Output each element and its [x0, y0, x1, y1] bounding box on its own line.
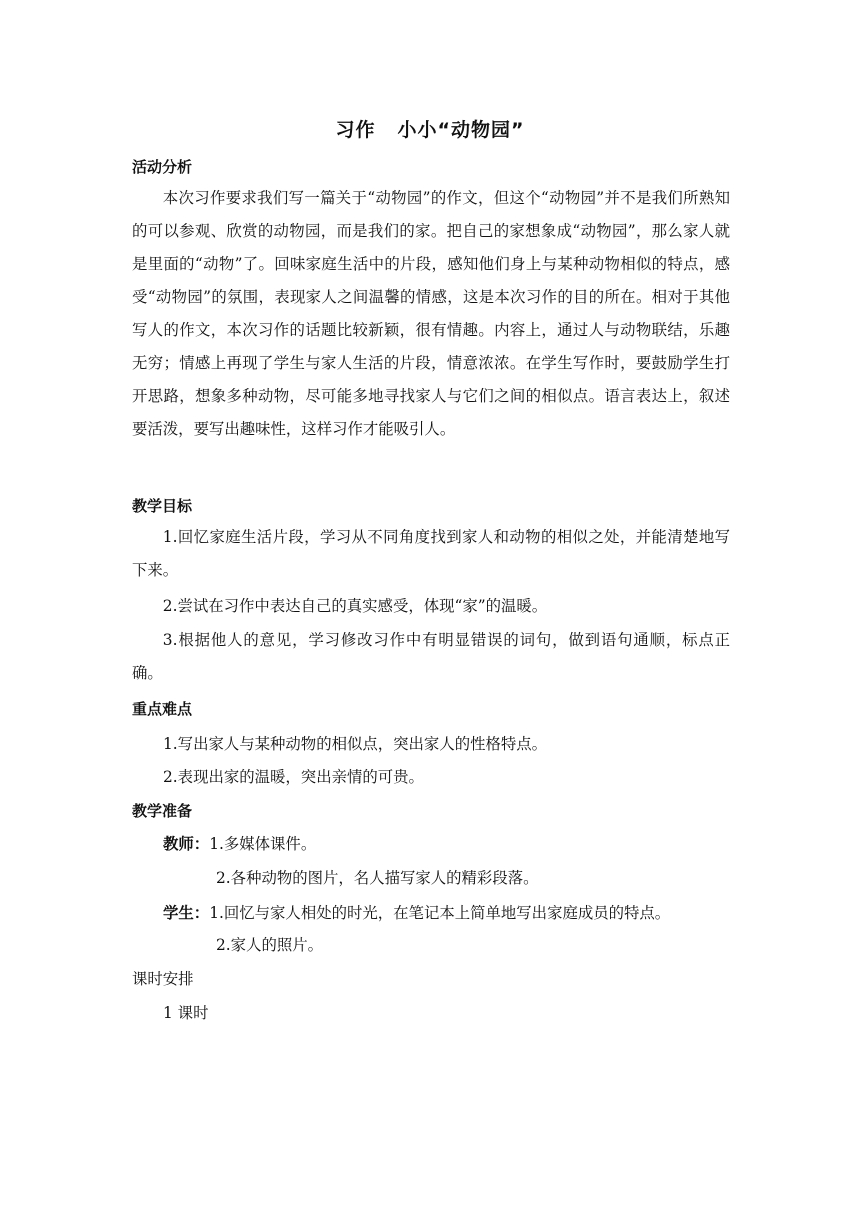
analysis-heading: 活动分析 — [132, 158, 193, 176]
key-points-heading: 重点难点 — [132, 700, 193, 718]
page-title — [0, 115, 860, 142]
goal-item-2: 2.尝试在习作中表达自己的真实感受，体现“家”的温暖。 — [162, 597, 548, 615]
goal-item-1: 1.回忆家庭生活片段，学习从不同角度找到家人和动物的相似之处，并能清楚地写下来。 — [132, 528, 730, 579]
preparation-heading: 教学准备 — [132, 802, 193, 820]
teacher-label: 教师： — [163, 835, 210, 853]
key-point-item-2: 2.表现出家的温暖，突出亲情的可贵。 — [163, 768, 424, 786]
teacher-item-2: 2.各种动物的图片，名人描写家人的精彩段落。 — [216, 869, 539, 887]
student-item-1: 1.回忆与家人相处的时光，在笔记本上简单地写出家庭成员的特点。 — [209, 904, 671, 922]
goal-item-3: 3.根据他人的意见，学习修改习作中有明显错误的词句，做到语句通顺，标点正确。 — [132, 631, 730, 682]
goals-heading: 教学目标 — [132, 497, 193, 515]
analysis-paragraph: 本次习作要求我们写一篇关于“动物园”的作文，但这个“动物园”并不是我们所熟知的可以参观、欣赏的动物园，而是我们的家。把自己的家想象成“动物园”，那么家人就是里面的“动物”了。回味家庭生活中的片段，感知他们身上与某种动物相似的特点，感受“动物园”的氛围，表现家人之间温馨的情感，这是本次习作的目的所在。相对于其他写人的作文，本次习作的话题比较新颖，很有情趣。内容上，通过人与动物联结，乐趣无穷；情感上再现了学生与家人生活的片段，情意浓浓。在学生写作时，要鼓励学生打开思路，想象多种动物，尽可能多地寻找家人与它们之间的相似点。语言表达上，叙述要活泼，要写出趣味性，这样习作才能吸引人。 — [132, 189, 730, 438]
teacher-prep-row-1 — [163, 832, 316, 854]
student-prep-row-1 — [163, 901, 670, 923]
student-item-2: 2.家人的照片。 — [216, 936, 324, 954]
schedule-value: 1 课时 — [163, 1004, 209, 1022]
schedule-heading: 课时安排 — [132, 970, 194, 988]
title-part-2: 小小“动物园” — [397, 119, 525, 141]
teacher-item-1: 1.多媒体课件。 — [209, 835, 317, 853]
student-label: 学生： — [163, 904, 210, 922]
key-point-item-1: 1.写出家人与某种动物的相似点，突出家人的性格特点。 — [163, 735, 548, 753]
title-part-1: 习作 — [335, 119, 376, 141]
